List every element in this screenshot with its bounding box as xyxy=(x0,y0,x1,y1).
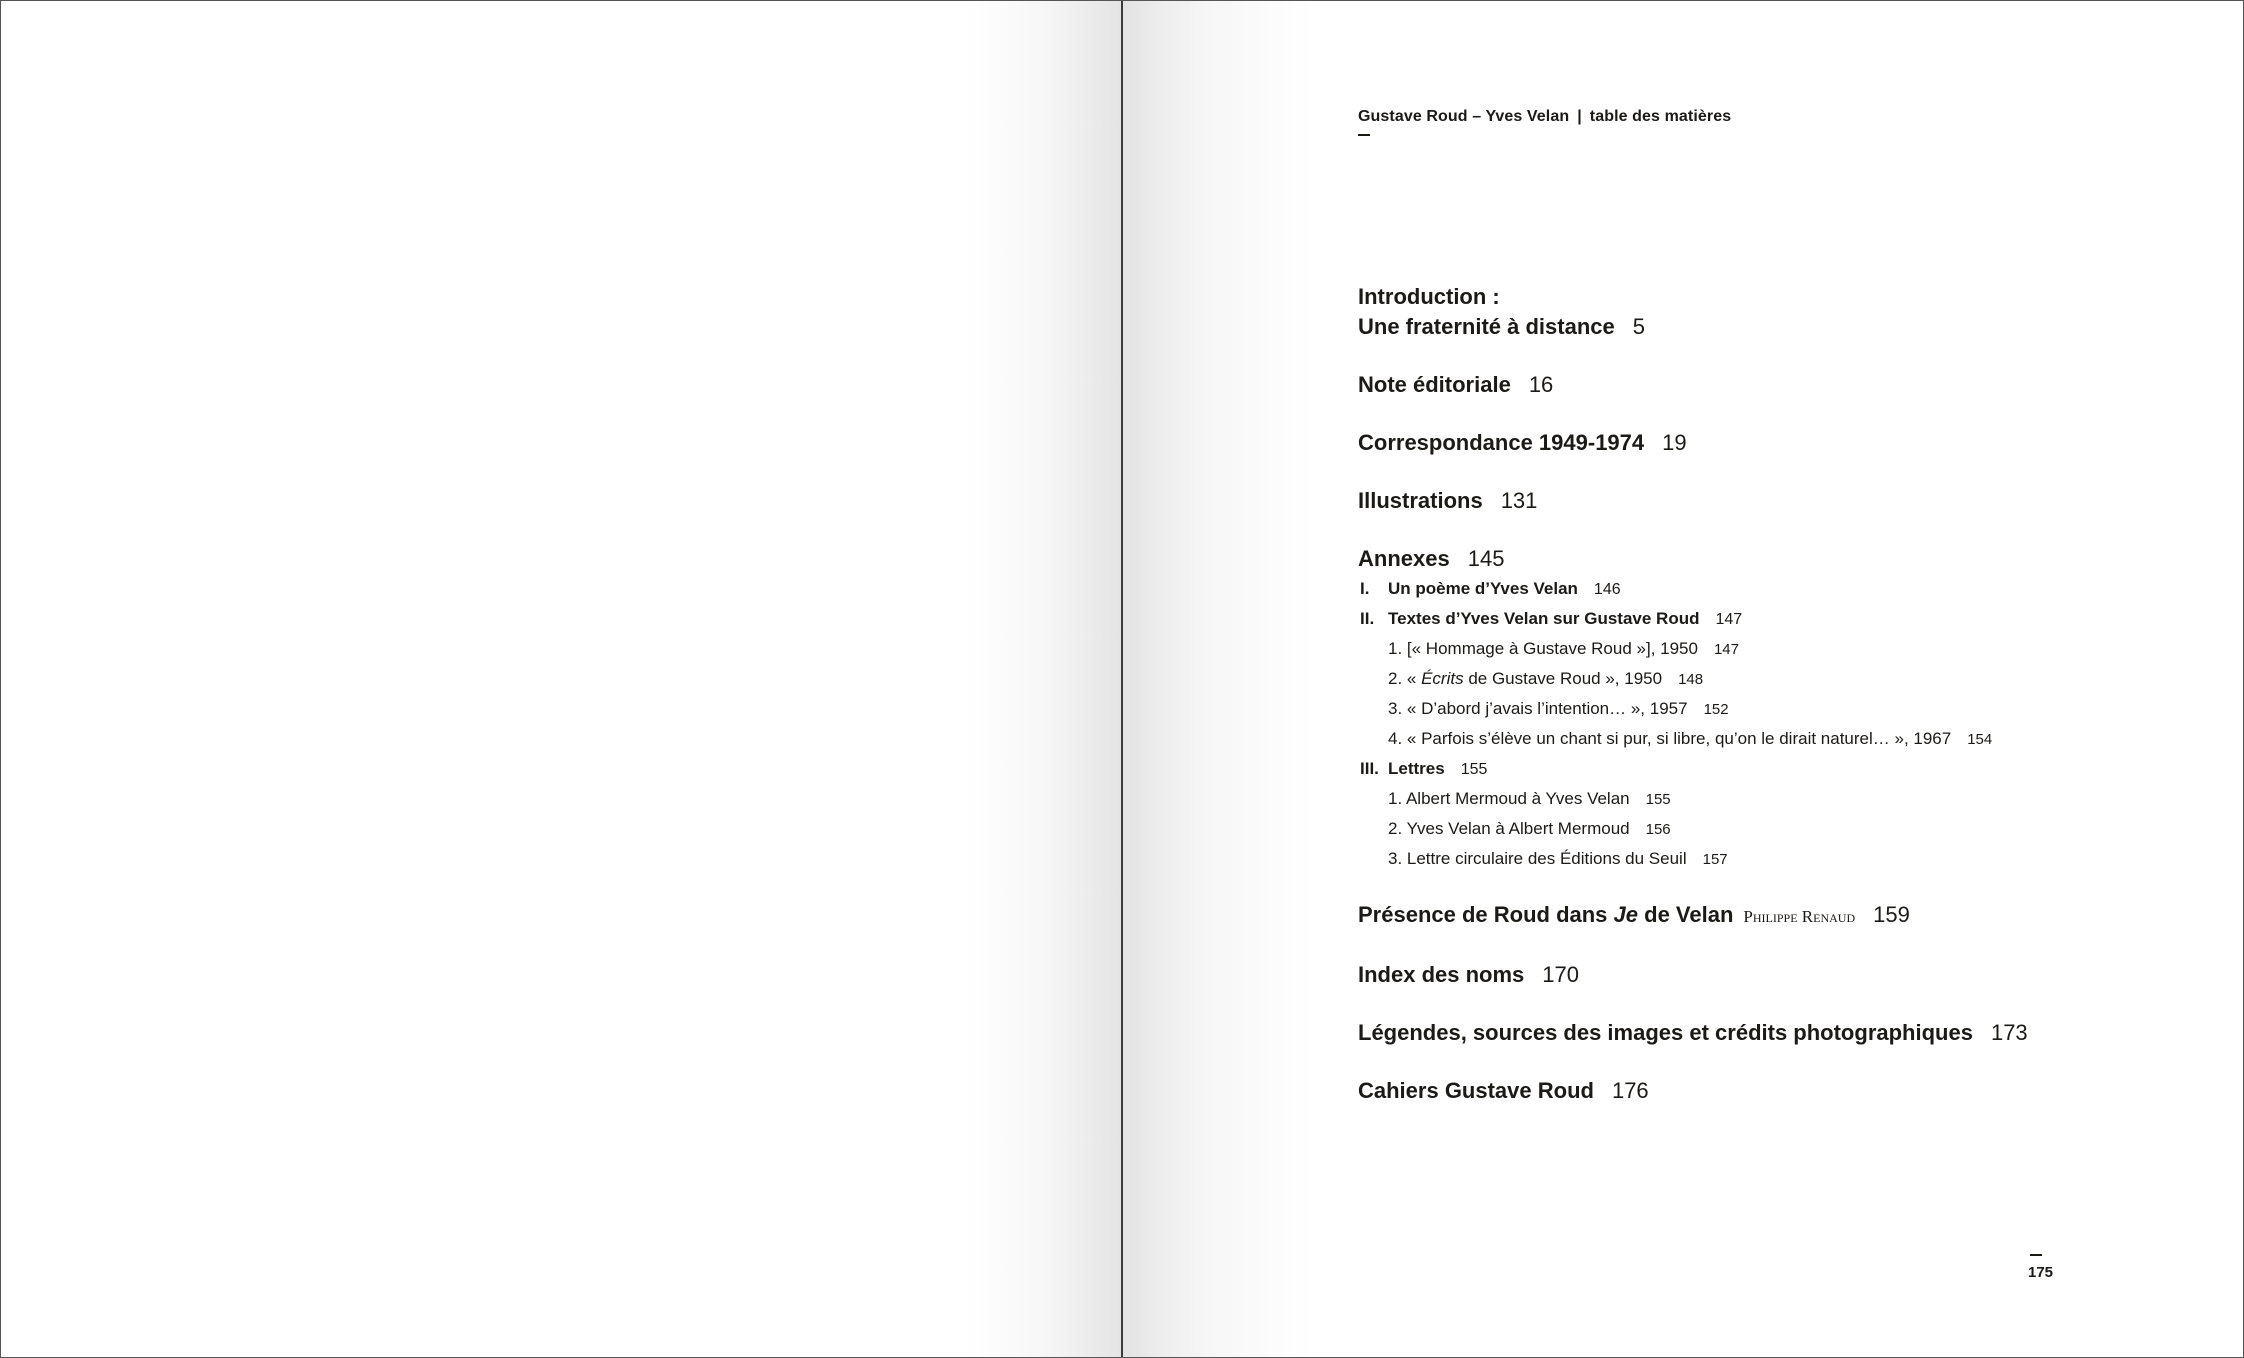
toc-entry-cahiers xyxy=(1358,1076,2158,1106)
toc-title: Annexes xyxy=(1358,546,1450,571)
annex-number: II. xyxy=(1360,609,1375,628)
toc-title-prefix: Présence de Roud dans xyxy=(1358,902,1614,927)
annex-item xyxy=(1358,724,2158,754)
toc-entry-annexes xyxy=(1358,544,2158,874)
running-section: table des matières xyxy=(1589,108,1732,125)
running-head xyxy=(1358,108,1731,126)
annex-section xyxy=(1358,754,2158,784)
toc-title: Légendes, sources des images et crédits photographiques xyxy=(1358,1020,1973,1045)
toc-title-row xyxy=(1358,428,2158,458)
annex-item-title: 3. Lettre circulaire des Éditions du Seuil xyxy=(1388,849,1687,868)
annex-item-title: 4. « Parfois s’élève un chant si pur, si libre, qu’on le dirait naturel… », 1967 xyxy=(1388,729,1952,748)
toc-title-row xyxy=(1358,960,2158,990)
toc-title-row xyxy=(1358,1018,2158,1048)
folio-dash xyxy=(2030,1254,2042,1256)
annex-item-page: 147 xyxy=(1713,641,1739,658)
toc-title-row xyxy=(1358,544,2158,574)
toc-page-number: 159 xyxy=(1873,902,1910,927)
annex-item-title: 1. [« Hommage à Gustave Roud »], 1950 xyxy=(1388,639,1698,658)
toc-page-number: 176 xyxy=(1611,1078,1649,1103)
toc-title-row xyxy=(1358,1076,2158,1106)
toc-title: Cahiers Gustave Roud xyxy=(1358,1078,1594,1103)
annex-number: I. xyxy=(1360,579,1370,598)
toc-title-row xyxy=(1358,486,2158,516)
toc-title: Note éditoriale xyxy=(1358,372,1511,397)
toc-page-number: 19 xyxy=(1662,430,1687,455)
annex-page: 155 xyxy=(1460,761,1488,778)
toc-page-number: 173 xyxy=(1990,1020,2028,1045)
toc-page-number: 170 xyxy=(1542,962,1579,987)
annex-item-title-suffix: de Gustave Roud », 1950 xyxy=(1463,669,1663,688)
annex-title: Un poème d’Yves Velan xyxy=(1388,579,1578,598)
annex-item-page: 148 xyxy=(1678,671,1704,688)
toc-title-row xyxy=(1358,900,2158,932)
page-number: 175 xyxy=(2028,1264,2054,1281)
toc-title: Correspondance 1949-1974 xyxy=(1358,430,1645,455)
table-of-contents xyxy=(1358,282,2158,1106)
annex-number: III. xyxy=(1360,759,1379,778)
toc-entry-legendes xyxy=(1358,1018,2158,1048)
toc-entry-correspondance xyxy=(1358,428,2158,458)
toc-entry-index xyxy=(1358,960,2158,990)
toc-title-italic: Je xyxy=(1613,902,1639,927)
toc-page-number: 131 xyxy=(1500,488,1538,513)
toc-title-line2 xyxy=(1358,312,2158,342)
annex-page: 146 xyxy=(1593,581,1621,598)
annex-item-title-italic: Écrits xyxy=(1421,669,1464,688)
annex-section xyxy=(1358,604,2158,634)
toc-subtitle: Une fraternité à distance xyxy=(1358,314,1615,339)
toc-author: Philippe Renaud xyxy=(1743,907,1856,926)
annex-item-title-prefix: 2. « xyxy=(1388,669,1422,688)
annex-item xyxy=(1358,634,2158,664)
running-head-separator: | xyxy=(1577,108,1582,125)
toc-title-row xyxy=(1358,370,2158,400)
annex-item-page: 152 xyxy=(1703,701,1729,718)
annex-item xyxy=(1358,694,2158,724)
annex-item xyxy=(1358,784,2158,814)
annex-item-title: 3. « D’abord j’avais l’intention… », 1957 xyxy=(1388,699,1688,718)
annex-item-page: 156 xyxy=(1645,821,1671,838)
annex-title: Lettres xyxy=(1388,759,1445,778)
annex-item-title: 1. Albert Mermoud à Yves Velan xyxy=(1388,789,1630,808)
annex-item xyxy=(1358,844,2158,874)
toc-entry-introduction xyxy=(1358,282,2158,342)
annex-section xyxy=(1358,574,2158,604)
toc-entry-note xyxy=(1358,370,2158,400)
annex-item xyxy=(1358,814,2158,844)
toc-entry-presence xyxy=(1358,900,2158,932)
annex-title: Textes d’Yves Velan sur Gustave Roud xyxy=(1388,609,1700,628)
toc-page-number: 5 xyxy=(1632,314,1645,339)
left-page xyxy=(1,1,1122,1357)
annex-item-title: 2. Yves Velan à Albert Mermoud xyxy=(1388,819,1630,838)
toc-entry-illustrations xyxy=(1358,486,2158,516)
running-head-dash xyxy=(1358,134,1370,136)
annex-item-page: 155 xyxy=(1645,791,1671,808)
running-title: Gustave Roud – Yves Velan xyxy=(1358,108,1570,125)
annex-item-page: 154 xyxy=(1967,731,1993,748)
toc-page-number: 145 xyxy=(1467,546,1505,571)
toc-title-suffix: de Velan xyxy=(1638,902,1734,927)
annex-page: 147 xyxy=(1715,611,1743,628)
toc-page-number: 16 xyxy=(1528,372,1554,397)
toc-title: Introduction : xyxy=(1358,284,1500,309)
annex-item-page: 157 xyxy=(1702,851,1728,868)
toc-title: Index des noms xyxy=(1358,962,1525,987)
annex-item xyxy=(1358,664,2158,694)
toc-title: Illustrations xyxy=(1358,488,1483,513)
